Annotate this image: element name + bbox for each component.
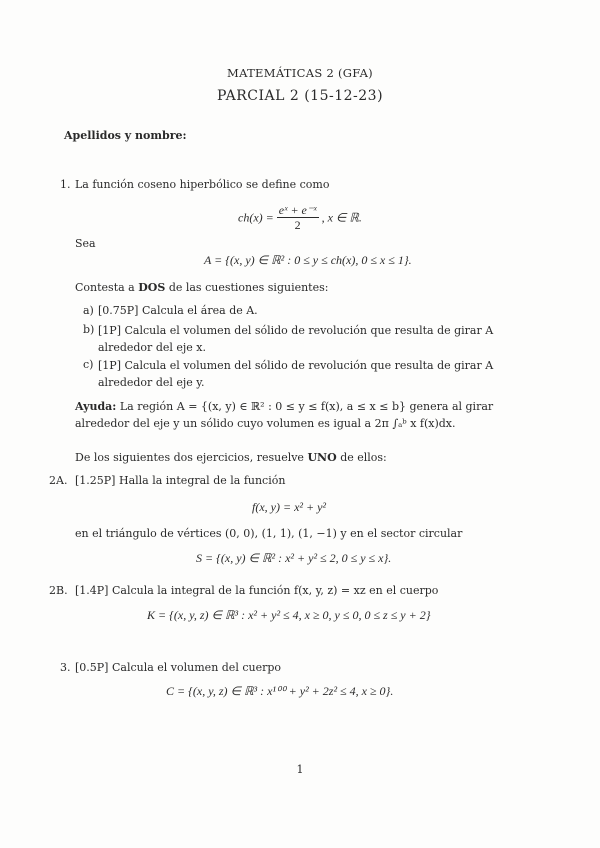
help-text: La región A = {(x, y) ∈ ℝ² : 0 ≤ y ≤ f(x), a ≤ x ≤ b} genera al girar alrededor del eje y un sólido cuyo volumen es igual a 2π ∫ₐᵇ x f(x)dx. bbox=[75, 400, 494, 430]
question-1-intro: La función coseno hiperbólico se define como bbox=[75, 178, 330, 191]
cosh-fraction bbox=[277, 203, 319, 232]
question-3-text: [0.5P] Calcula el volumen del cuerpo bbox=[75, 661, 282, 674]
cosh-lhs: ch(x) = bbox=[238, 210, 274, 225]
cosh-numerator: eˣ + e⁻ˣ bbox=[278, 203, 317, 217]
item-b-label: b) bbox=[83, 323, 95, 336]
item-c-label: c) bbox=[83, 358, 94, 371]
choose-keyword: UNO bbox=[307, 451, 337, 464]
help-keyword: Ayuda: bbox=[75, 400, 117, 413]
question-2b-text: [1.4P] Calcula la integral de la función f(x, y, z) = xz en el cuerpo bbox=[75, 584, 439, 597]
item-a-label: a) bbox=[83, 304, 94, 317]
contesta-post: de las cuestiones siguientes: bbox=[168, 281, 329, 294]
question-1-number: 1. bbox=[60, 178, 71, 191]
name-field-label: Apellidos y nombre: bbox=[64, 129, 187, 142]
body-c: C = {(x, y, z) ∈ ℝ³ : x¹⁰⁰ + y² + 2z² ≤ 4, x ≥ 0}. bbox=[166, 684, 394, 698]
page-number: 1 bbox=[296, 763, 304, 776]
cosh-definition bbox=[238, 203, 362, 232]
help-note bbox=[75, 398, 538, 432]
function-f-xy: f(x, y) = x² + y² bbox=[252, 500, 327, 514]
question-2a-number: 2A. bbox=[49, 474, 68, 487]
cosh-denominator: 2 bbox=[294, 218, 301, 232]
sea-label: Sea bbox=[75, 237, 96, 250]
item-a-text: [0.75P] Calcula el área de A. bbox=[98, 304, 258, 317]
sector-s: S = {(x, y) ∈ ℝ² : x² + y² ≤ 2, 0 ≤ y ≤ x}. bbox=[196, 551, 392, 565]
item-c-text: [1P] Calcula el volumen del sólido de revolución que resulta de girar A alrededor del eje y. bbox=[98, 359, 494, 389]
cosh-domain: , x ∈ ℝ. bbox=[321, 210, 362, 225]
question-3-number: 3. bbox=[60, 661, 71, 674]
choose-one-instruction bbox=[75, 450, 387, 466]
contesta-instruction bbox=[75, 280, 328, 296]
item-b-text: [1P] Calcula el volumen del sólido de revolución que resulta de girar A alrededor del eje x. bbox=[98, 324, 494, 354]
choose-post: de ellos: bbox=[340, 451, 387, 464]
exam-title: PARCIAL 2 (15-12-23) bbox=[216, 88, 384, 104]
contesta-keyword: DOS bbox=[138, 281, 166, 294]
course-title: MATEMÁTICAS 2 (GFA) bbox=[227, 66, 373, 80]
question-2a-text: [1.25P] Halla la integral de la función bbox=[75, 474, 286, 487]
question-2b-number: 2B. bbox=[49, 584, 68, 597]
body-k: K = {(x, y, z) ∈ ℝ³ : x² + y² ≤ 4, x ≥ 0, y ≤ 0, 0 ≤ z ≤ y + 2} bbox=[147, 608, 431, 622]
triangle-text: en el triángulo de vértices (0, 0), (1, 1), (1, −1) y en el sector circular bbox=[75, 527, 463, 540]
contesta-pre: Contesta a bbox=[75, 281, 135, 294]
set-a: A = {(x, y) ∈ ℝ² : 0 ≤ y ≤ ch(x), 0 ≤ x ≤ 1}. bbox=[204, 253, 412, 267]
choose-pre: De los siguientes dos ejercicios, resuelve bbox=[75, 451, 304, 464]
